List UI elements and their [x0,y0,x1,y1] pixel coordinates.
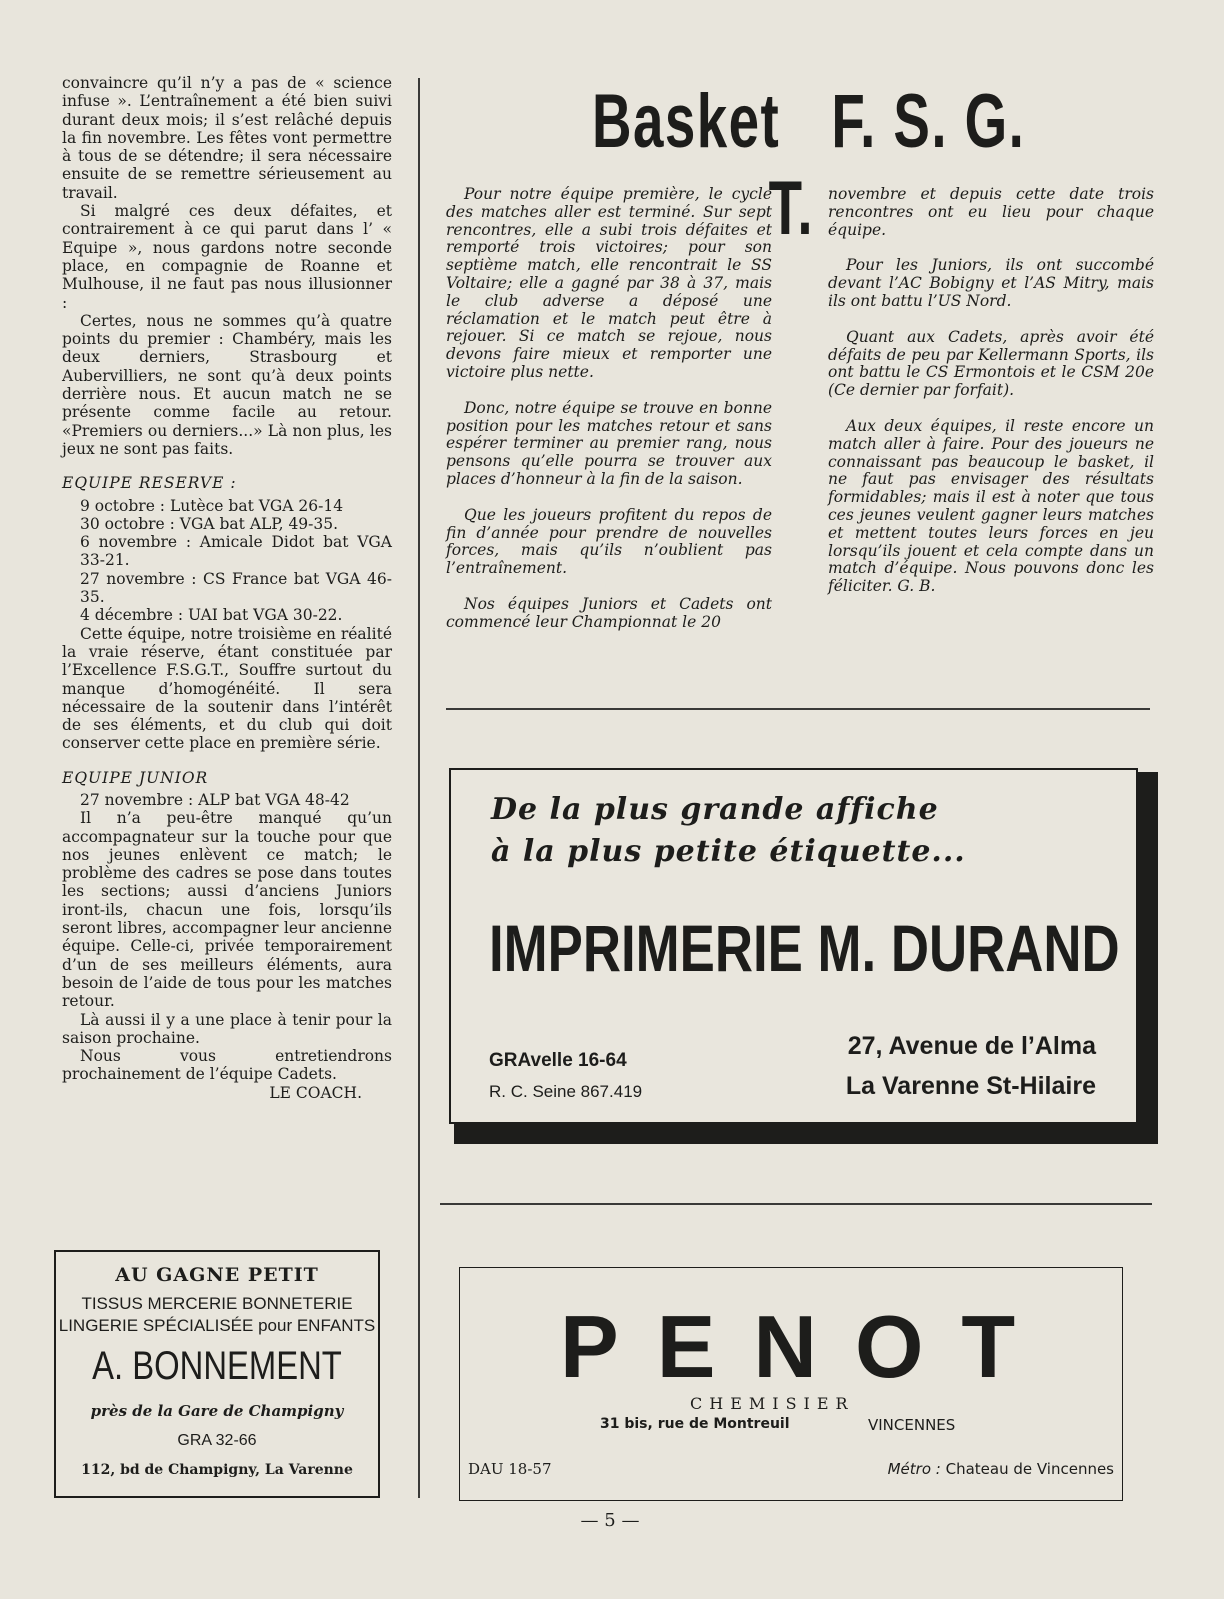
ad-company-name: IMPRIMERIE M. DURAND [489,911,1120,985]
left-paragraph-2: Si malgré ces deux défaites, et contrairement à ce qui parut dans l’ « Equipe », nous gardons notre seconde place, en compagnie de Roanne et Mulhouse, il ne faut pas nous illusionner : [62,202,392,312]
article-paragraph: Pour les Juniors, ils ont succombé devant l’AC Bobigny et l’AS Mitry, mais ils ont battu l’US Nord. [828,256,1154,310]
metro-station: Chateau de Vincennes [945,1460,1114,1478]
durand-advertisement [449,768,1138,1124]
article-paragraph: Aux deux équipes, il reste encore un match aller à faire. Pour des joueurs ne connaissant pas beaucoup le basket, il ne faut pas envisager des résultats formidables; mais il est à noter que tous ces jeunes veulent gagner leurs matches et mettent toutes leurs forces en jeu lorsqu’ils jouent et cela compte dans un match d’équipe. Nous pouvons donc les féliciter. G. B. [828,416,1154,596]
penot-city: VINCENNES [868,1416,956,1434]
shop-phone: GRA 32-66 [177,1432,257,1449]
gagne-petit-advertisement [54,1250,380,1498]
junior-heading: EQUIPE JUNIOR [62,768,209,787]
reserve-heading: EQUIPE RESERVE : [62,474,237,493]
title-org: F. S. G. T. [768,79,1026,251]
page-number: — 5 — [580,1510,640,1531]
title-word: Basket [591,79,781,164]
article-paragraph: Quant aux Cadets, après avoir été défaits de peu par Kellermann Sports, ils ont battu le CS Ermontois et le CSM 20e (Ce dernier par forfait). [828,327,1154,400]
penot-trade: CHEMISIER [690,1394,855,1413]
ad-slogan-line1: De la plus grande affiche [491,792,939,827]
junior-result: 27 novembre : ALP bat VGA 48-42 [80,790,350,809]
column-divider [418,78,420,1498]
shop-line1: TISSUS MERCERIE BONNETERIE [81,1294,353,1313]
article-right-column [828,186,1154,614]
penot-address: 31 bis, rue de Montreuil [600,1416,790,1432]
shop-location: près de la Gare de Champigny [90,1402,344,1420]
horizontal-rule [440,1203,1152,1205]
ad-address-line1: 27, Avenue de l’Alma [847,1032,1096,1060]
result-line: 30 octobre : VGA bat ALP, 49-35. [80,514,339,533]
result-line: 4 décembre : UAI bat VGA 30-22. [80,606,343,625]
ad-address-line2: La Varenne St-Hilaire [845,1072,1096,1100]
penot-advertisement [459,1267,1123,1501]
article-paragraph: novembre et depuis cette date trois rencontres ont eu lieu pour chaque équipe. [828,185,1154,239]
ad-shadow [454,1122,1158,1144]
article-paragraph: Que les joueurs profitent du repos de fin d’année pour prendre de nouvelles forces, mais qu’ils n’oublient pas l’entraînement. [446,505,772,578]
ad-phone: GRAvelle 16-64 [489,1050,627,1071]
metro-label: Métro : [887,1460,941,1478]
left-column [62,74,392,1102]
cadets-paragraph: Nous vous entretiendrons prochainement de l’équipe Cadets. [62,1047,392,1084]
left-intro-paragraph: convaincre qu’il n’y a pas de « science infuse ». L’entraînement a été bien suivi durant deux mois; il s’est relâché depuis la fin novembre. Les fêtes vont permettre à tous de se détendre; il sera nécessaire ensuite de se remettre sérieusement au travail. [62,74,392,202]
penot-metro [888,1460,1114,1478]
penot-phone: DAU 18-57 [468,1460,552,1478]
ad-rc: R. C. Seine 867.419 [489,1082,643,1101]
shop-owner: A. BONNEMENT [92,1344,342,1388]
shop-line2: LINGERIE SPÉCIALISÉE pour ENFANTS [58,1316,376,1335]
article-paragraph: Pour notre équipe première, le cycle des matches aller est terminé. Sur sept rencontres, elle a subi trois défaites et remporté trois victoires; pour son septième match, elle rencontrait le SS Voltaire; elle a gagné par 38 à 37, mais le club adverse a déposé une réclamation et le match peut être à rejouer. Si ce match se rejoue, nous devons faire mieux et remporter une victoire plus nette. [446,185,772,381]
ad-shadow [1135,772,1158,1144]
penot-logo: PENOT [560,1297,1054,1396]
horizontal-rule [446,708,1150,710]
shop-name: AU GAGNE PETIT [115,1264,319,1286]
result-line: 9 octobre : Lutèce bat VGA 26-14 [80,496,344,515]
junior-paragraph: Il n’a peu-être manqué qu’un accompagnateur sur la touche pour que nos jeunes enlèvent ce match; le problème des cadres se pose dans toutes les sections; aussi d’anciens Juniors iront-ils, chacun une fois, lorsqu’ils seront libres, accompagner leur ancienne équipe. Celle-ci, privée temporairement d’un de ses meilleurs éléments, aura besoin de l’aide de tous pour les matches retour. [62,809,392,1011]
left-paragraph-3: Certes, nous ne sommes qu’à quatre points du premier : Chambéry, mais les deux derniers, Strasbourg et Aubervilliers, ne sont qu’à deux points derrière nous. Et aucun match ne se présente comme facile au retour. «Premiers ou derniers...» Là non plus, les jeux ne sont pas faits. [62,311,392,458]
place-paragraph: Là aussi il y a une place à tenir pour la saison prochaine. [62,1010,392,1047]
reserve-results [62,497,392,625]
result-line: 27 novembre : CS France bat VGA 46-35. [80,569,392,607]
ad-slogan-line2: à la plus petite étiquette... [491,834,966,869]
article-paragraph: Donc, notre équipe se trouve en bonne position pour les matches retour et sans espérer terminer au premier rang, nous pensons qu’elle pourra se trouver aux places d’honneur à la fin de la saison. [446,398,772,488]
article-paragraph: Nos équipes Juniors et Cadets ont commencé leur Championnat le 20 [446,594,772,631]
reserve-paragraph: Cette équipe, notre troisième en réalité la vraie réserve, étant constituée par l’Excellence F.S.G.T., Souffre surtout du manque d’homogénéité. Il sera nécessaire de la soutenir dans l’intérêt de ses éléments, et du club qui doit conserver cette place en première série. [62,624,392,753]
article-middle-column [446,186,772,650]
signature: LE COACH. [269,1083,362,1102]
shop-address: 112, bd de Champigny, La Varenne [81,1462,353,1478]
result-line: 6 novembre : Amicale Didot bat VGA 33-21. [80,533,392,570]
